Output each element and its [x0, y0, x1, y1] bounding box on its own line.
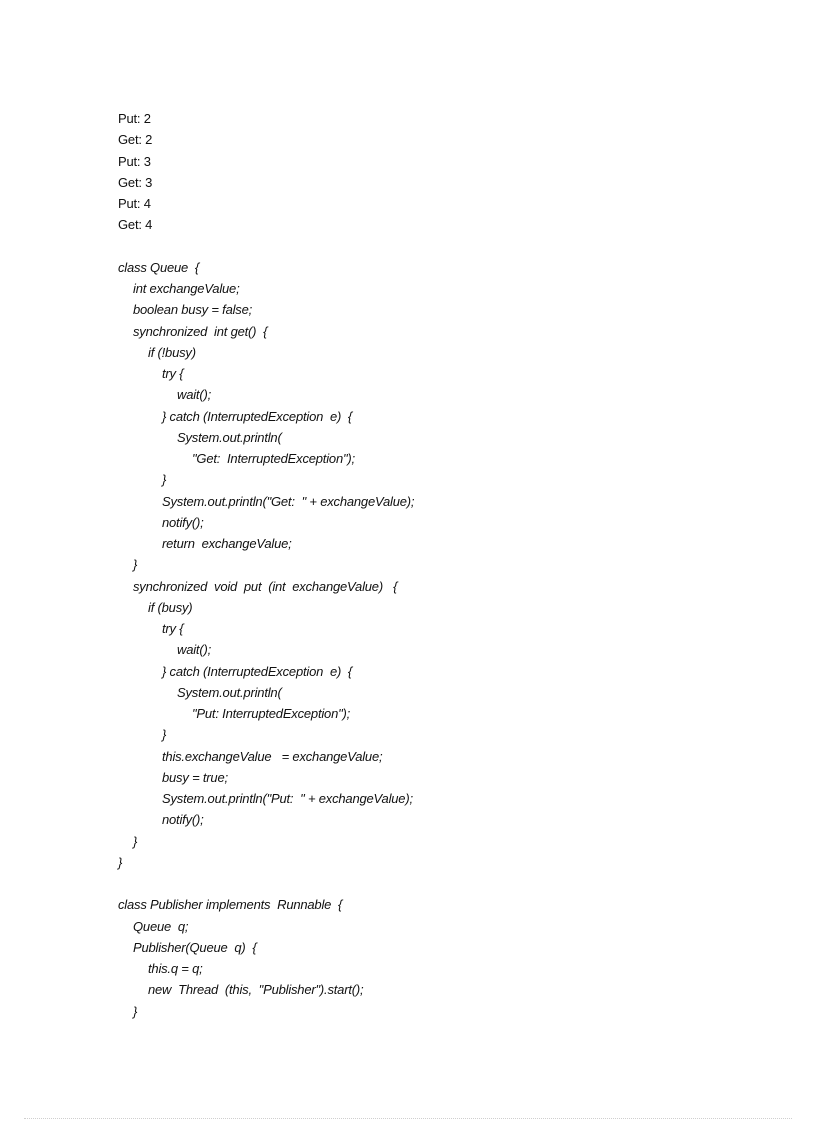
output-line: Get: 2 — [118, 132, 153, 148]
code-line: "Get: InterruptedException"); — [192, 451, 355, 466]
output-line: Get: 3 — [118, 174, 153, 190]
code-line: } — [133, 833, 138, 849]
output-line: Put: 3 — [118, 153, 151, 169]
output-line: Put: 4 — [118, 196, 151, 211]
publisher-class-code-block — [118, 894, 778, 1022]
code-line: } catch (InterruptedException e) { — [162, 663, 353, 679]
code-line: if (!busy) — [148, 344, 196, 360]
code-line: notify(); — [162, 812, 204, 828]
queue-class-code-block — [118, 257, 778, 873]
output-line: Get: 4 — [118, 217, 153, 233]
code-line: wait(); — [177, 642, 211, 658]
code-line: boolean busy = false; — [133, 302, 253, 318]
code-line: Queue q; — [133, 918, 189, 934]
code-line: System.out.println("Put: " + exchangeValue); — [162, 791, 413, 806]
code-line: synchronized int get() { — [133, 323, 268, 339]
code-line: notify(); — [162, 514, 204, 530]
code-line: synchronized void put (int exchangeValue) { — [133, 578, 398, 594]
code-line: Publisher(Queue q) { — [133, 939, 257, 955]
code-line: } — [118, 854, 123, 870]
code-line: wait(); — [177, 387, 211, 403]
code-line: System.out.println( — [177, 684, 282, 700]
code-line: return exchangeValue; — [162, 536, 292, 551]
page-bottom-rule — [24, 1118, 792, 1119]
document-content — [118, 108, 778, 1022]
code-line: } — [133, 557, 138, 573]
code-line: this.exchangeValue = exchangeValue; — [162, 748, 383, 764]
code-line: try { — [162, 621, 184, 636]
code-line: class Publisher implements Runnable { — [118, 897, 343, 913]
code-line: } catch (InterruptedException e) { — [162, 408, 353, 424]
code-line: System.out.println("Get: " + exchangeValue); — [162, 493, 415, 509]
blank-line — [118, 236, 778, 257]
code-line: this.q = q; — [148, 961, 203, 976]
output-line: Put: 2 — [118, 111, 151, 126]
code-line: } — [162, 472, 167, 488]
code-line: try { — [162, 366, 184, 381]
program-output-block — [118, 108, 778, 236]
code-line: if (busy) — [148, 599, 193, 615]
code-line: } — [133, 1003, 138, 1019]
code-line: busy = true; — [162, 769, 228, 785]
code-line: "Put: InterruptedException"); — [192, 706, 351, 721]
blank-line — [118, 873, 778, 894]
code-line: class Queue { — [118, 259, 200, 275]
code-line: int exchangeValue; — [133, 281, 240, 296]
code-line: } — [162, 727, 167, 743]
code-line: System.out.println( — [177, 429, 282, 445]
code-line: new Thread (this, "Publisher").start(); — [148, 982, 364, 998]
